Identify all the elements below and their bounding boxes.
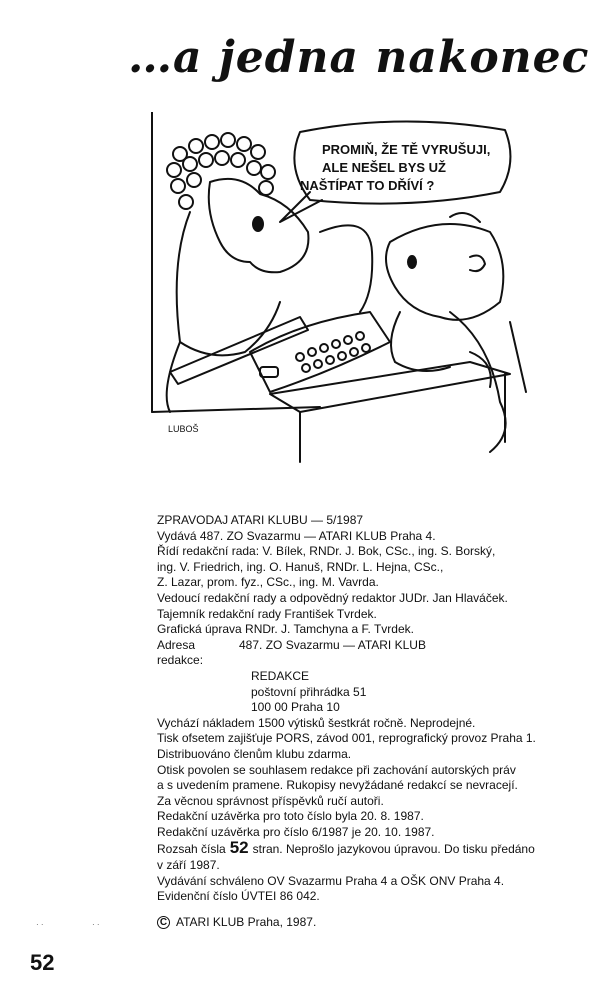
- man-figure: [386, 213, 526, 452]
- address-line-3: poštovní přihrádka 51: [251, 684, 367, 699]
- address-label: Adresa redakce:: [157, 637, 204, 668]
- address-line-4: 100 00 Praha 10: [251, 700, 340, 715]
- copyright-text: ATARI KLUB Praha, 1987.: [176, 914, 317, 929]
- colophon-printing: Tisk ofsetem zajišťuje PORS, závod 001, reprografický provoz Praha 1.: [157, 731, 536, 746]
- colophon-approval-1: Vydávání schváleno OV Svazarmu Praha 4 a OŠK ONV Praha 4.: [157, 873, 505, 888]
- speech-line-1: PROMIŇ, ŽE TĚ VYRUŠUJI,: [322, 142, 491, 157]
- colophon-board-1: Řídí redakční rada: V. Bílek, RNDr. J. Bok, CSc., ing. S. Borský,: [157, 544, 496, 559]
- colophon-publisher: Vydává 487. ZO Svazarmu — ATARI KLUB Praha 4.: [157, 528, 436, 543]
- address-line-1: 487. ZO Svazarmu — ATARI KLUB: [239, 637, 426, 652]
- extent-prefix: Rozsah čísla: [157, 842, 226, 857]
- colophon-extent-2: v září 1987.: [157, 858, 220, 873]
- colophon-deadline-this: Redakční uzávěrka pro toto číslo byla 20. 8. 1987.: [157, 809, 424, 824]
- colophon-reprint-2: a s uvedením pramene. Rukopisy nevyžádané redakcí se nevracejí.: [157, 778, 518, 793]
- cartoon-illustration: [150, 112, 528, 470]
- extent-pages: 52: [229, 838, 249, 858]
- speech-line-3: NAŠTÍPAT TO DŘÍVÍ ?: [300, 178, 435, 193]
- woman-hair: [167, 133, 275, 209]
- address-line-2: REDAKCE: [251, 668, 310, 683]
- colophon-accuracy: Za věcnou správnost příspěvků ručí autoři.: [157, 793, 384, 808]
- colophon-secretary: Tajemník redakční rady František Tvrdek.: [157, 606, 377, 621]
- colophon-approval-2: Evidenční číslo ÚVTEI 86 042.: [157, 889, 320, 904]
- page-number: 52: [30, 950, 55, 975]
- artist-signature: LUBOŠ: [168, 424, 199, 434]
- speech-line-2: ALE NEŠEL BYS UŽ: [322, 160, 447, 175]
- colophon-address: [157, 638, 597, 669]
- page-headline: …a jedna nakonec: [128, 32, 590, 83]
- colophon-reprint-1: Otisk povolen se souhlasem redakce při zachování autorských práv: [157, 762, 516, 777]
- copyright-icon: C: [157, 916, 170, 929]
- colophon-editor: Vedoucí redakční rady a odpovědný redaktor JUDr. Jan Hlaváček.: [157, 590, 508, 605]
- colophon-graphics: Grafická úprava RNDr. J. Tamchyna a F. Tvrdek.: [157, 622, 414, 637]
- extent-suffix: stran. Neprošlo jazykovou úpravou. Do tisku předáno: [252, 842, 535, 857]
- colophon-distribution: Distribuováno členům klubu zdarma.: [157, 746, 352, 761]
- colophon-deadline-next: Redakční uzávěrka pro číslo 6/1987 je 20. 10. 1987.: [157, 824, 435, 839]
- colophon-extent: [157, 840, 597, 858]
- colophon-board-2: ing. V. Friedrich, ing. O. Hanuš, RNDr. L. Hejna, CSc.,: [157, 559, 444, 574]
- print-speck: · ·: [92, 920, 100, 929]
- colophon-circulation: Vychází nákladem 1500 výtisků šestkrát ročně. Neprodejné.: [157, 715, 476, 730]
- print-speck: · ·: [36, 920, 44, 929]
- colophon-title: ZPRAVODAJ ATARI KLUBU — 5/1987: [157, 513, 364, 527]
- colophon-board-3: Z. Lazar, prom. fyz., CSc., ing. M. Vavrda.: [157, 575, 379, 590]
- copyright-line: [157, 915, 597, 931]
- colophon: [157, 513, 597, 930]
